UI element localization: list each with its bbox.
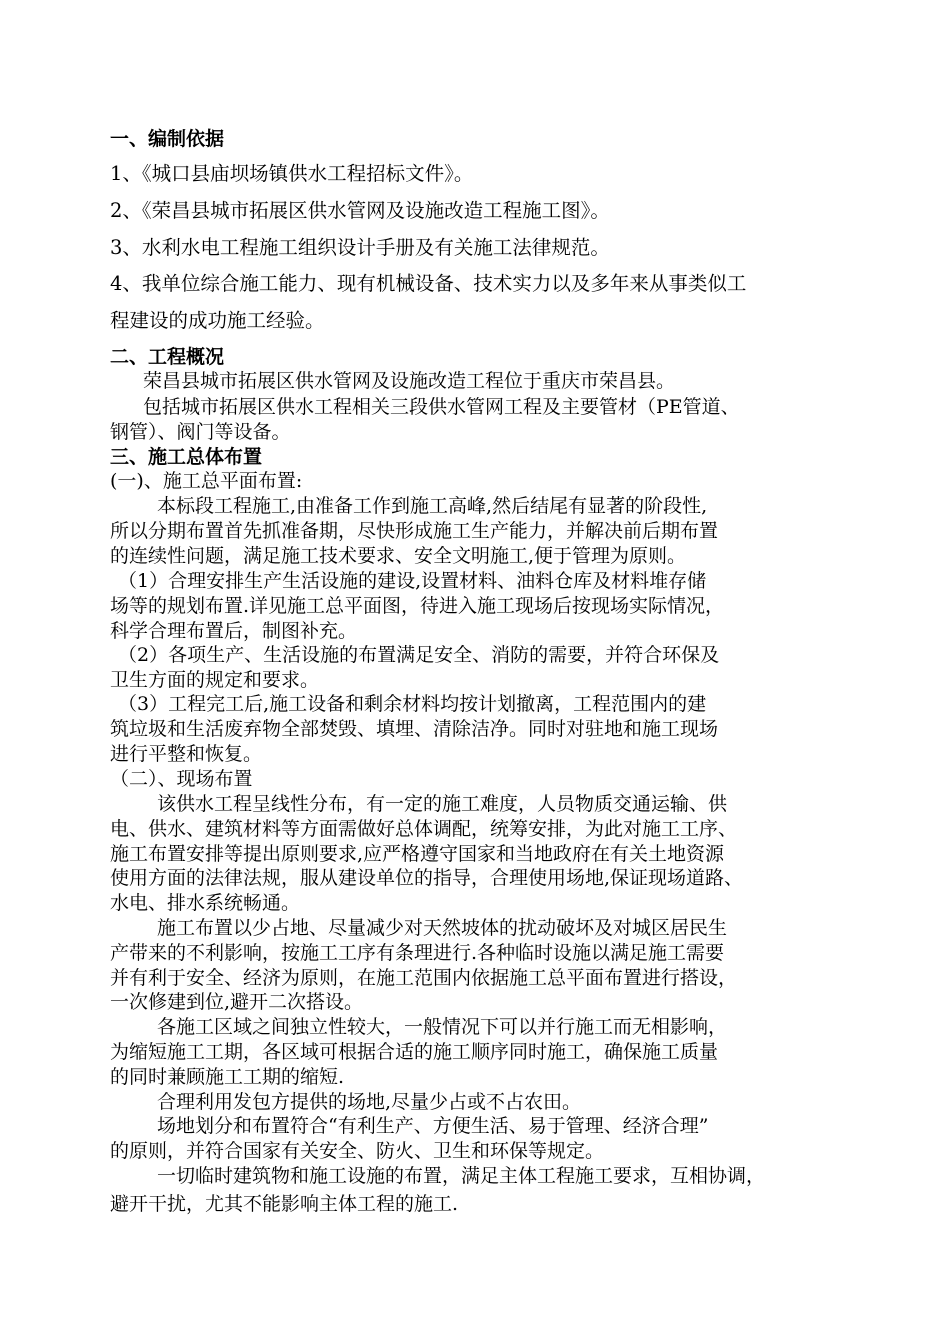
sub2-line-14: 场地划分和布置符合“有利生产、方便生活、易于管理、经济合理” [157, 1115, 709, 1137]
section2-line-2: 包括城市拓展区供水工程相关三段供水管网工程及主要管材（PE管道、 [143, 396, 740, 418]
section1-item-3: 3、水利水电工程施工组织设计手册及有关施工法律规范。 [110, 236, 610, 259]
sub2-line-13: 合理利用发包方提供的场地,尽量少占或不占农田。 [157, 1091, 582, 1113]
sub2-line-3: 施工布置安排等提出原则要求,应严格遵守国家和当地政府在有关土地资源 [110, 843, 725, 865]
section2-heading: 二、工程概况 [110, 346, 225, 368]
sub1-line-6: 科学合理布置后，制图补充。 [110, 620, 358, 642]
sub2-line-1: 该供水工程呈线性分布，有一定的施工难度，人员物质交通运输、供 [157, 793, 728, 815]
sub1-line-4: （1）合理安排生产生活设施的建设,设置材料、油料仓库及材料堆存储 [118, 570, 707, 592]
sub1-line-5: 场等的规划布置.详见施工总平面图，待进入施工现场后按现场实际情况， [110, 595, 725, 617]
section3-sub1-heading: (一)、施工总平面布置: [110, 470, 303, 492]
section3-heading: 三、施工总体布置 [110, 446, 263, 468]
sub1-line-3: 的连续性问题，满足施工技术要求、安全文明施工,便于管理为原则。 [110, 545, 687, 567]
section3-sub2-heading: （二）、现场布置 [110, 768, 253, 790]
section1-item-2: 2、《荣昌县城市拓展区供水管网及设施改造工程施工图》。 [110, 199, 610, 222]
sub1-line-8: 卫生方面的规定和要求。 [110, 669, 320, 691]
sub2-line-9: 一次修建到位,避开二次搭设。 [110, 991, 364, 1013]
sub2-line-12: 的同时兼顾施工工期的缩短. [110, 1066, 345, 1088]
sub2-line-17: 避开干扰，尤其不能影响主体工程的施工. [110, 1193, 459, 1215]
section1-heading: 一、编制依据 [110, 128, 225, 150]
sub1-line-11: 进行平整和恢复。 [110, 743, 263, 765]
sub2-line-4: 使用方面的法律法规，服从建设单位的指导，合理使用场地,保证现场道路、 [110, 867, 744, 889]
sub1-line-10: 筑垃圾和生活废弃物全部焚毁、填埋、清除洁净。同时对驻地和施工现场 [110, 718, 719, 740]
sub2-line-6: 施工布置以少占地、尽量减少对天然坡体的扰动破坏及对城区居民生 [157, 917, 728, 939]
section1-item-1: 1、《城口县庙坝场镇供水工程招标文件》。 [110, 162, 474, 185]
sub2-line-15: 的原则，并符合国家有关安全、防火、卫生和环保等规定。 [110, 1140, 605, 1162]
sub2-line-8: 并有利于安全、经济为原则，在施工范围内依据施工总平面布置进行搭设， [110, 967, 738, 989]
section2-line-1: 荣昌县城市拓展区供水管网及设施改造工程位于重庆市荣昌县。 [143, 370, 676, 392]
section1-item-4-cont: 程建设的成功施工经验。 [110, 309, 325, 332]
sub1-line-1: 本标段工程施工,由准备工作到施工高峰,然后结尾有显著的阶段性, [157, 495, 708, 517]
sub1-line-2: 所以分期布置首先抓准备期，尽快形成施工生产能力，并解决前后期布置 [110, 520, 719, 542]
sub2-line-7: 产带来的不利影响，按施工工序有条理进行.各种临时设施以满足施工需要 [110, 942, 725, 964]
sub1-line-7: （2）各项生产、生活设施的布置满足安全、消防的需要，并符合环保及 [118, 644, 720, 666]
sub2-line-16: 一切临时建筑物和施工设施的布置，满足主体工程施工要求，互相协调， [157, 1165, 766, 1187]
section2-line-3: 钢管）、阀门等设备。 [110, 421, 291, 443]
sub1-line-9: （3）工程完工后,施工设备和剩余材料均按计划撤离，工程范围内的建 [118, 693, 707, 715]
sub2-line-2: 电、供水、建筑材料等方面需做好总体调配，统筹安排，为此对施工工序、 [110, 818, 738, 840]
sub2-line-11: 为缩短施工工期，各区域可根据合适的施工顺序同时施工，确保施工质量 [110, 1041, 719, 1063]
section1-item-4: 4、我单位综合施工能力、现有机械设备、技术实力以及多年来从事类似工 [110, 272, 747, 295]
sub2-line-10: 各施工区域之间独立性较大，一般情况下可以并行施工而无相影响， [157, 1016, 728, 1038]
sub2-line-5: 水电、排水系统畅通。 [110, 892, 301, 914]
